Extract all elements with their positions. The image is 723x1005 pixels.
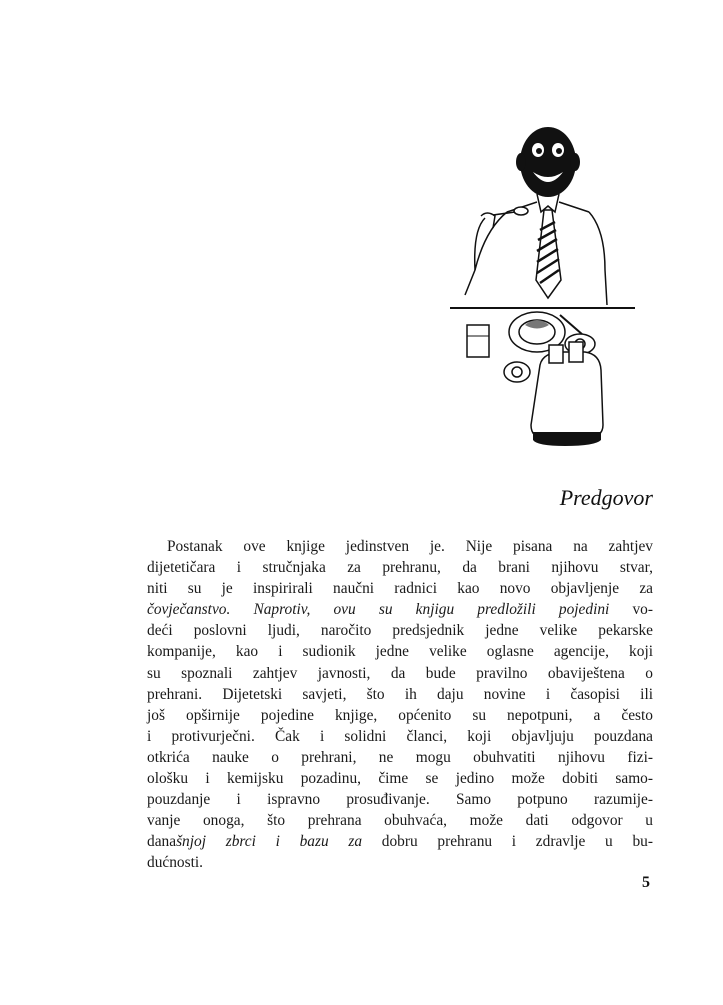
text-line: današnjoj zbrci i bazu za dobru prehranu i zdravlje u bu- [147,833,653,851]
text-line: Postanak ove knjige jedinstven je. Nije pisana na zahtjev [167,538,653,555]
page-number: 5 [642,874,650,891]
breakfast-illustration [445,120,635,450]
text-line: pouzdanje i ispravno prosuđivanje. Samo potpuno razumije- [147,791,653,809]
text-line: niti su je inspirirali naučni radnici kao novo objavljenje za [147,580,653,598]
text-line: dućnosti. [147,854,204,872]
text-line: čovječanstvo. Naprotiv, ovu su knjigu predložili pojedini vo- [147,601,653,619]
man-eating-breakfast-drawing [445,120,635,450]
text-line: otkrića nauke o prehrani, ne mogu obuhvatiti njihovu fizi- [147,748,653,766]
text-line: kompanije, kao i sudionik jedne velike oglasne agencije, koji [147,643,653,661]
text-line: još opširnije pojedine knjige, općenito su nepotpuni, a često [147,706,653,724]
text-line: dijetetičara i stručnjaka za prehranu, da brani njihovu stvar, [147,559,653,577]
text-line: su spoznali zahtjev javnosti, da bude pravilno obaviještena o [147,664,653,682]
text-line: vanje onoga, što prehrana obuhvaća, može dati odgovor u [147,812,653,830]
text-line: i protivurječni. Čak i solidni članci, koji objavljuju pouzdana [147,727,653,745]
text-line: ološku i kemijsku pozadinu, čime se jedino može dobiti samo- [147,770,653,788]
text-line: deći poslovni ljudi, naročito predsjednik jedne velike pekarske [147,622,653,640]
chapter-heading: Predgovor [559,485,653,510]
text-line: prehrani. Dijetetski savjeti, što ih daju novine i časopisi ili [147,685,653,703]
foreword-paragraph [147,536,653,874]
